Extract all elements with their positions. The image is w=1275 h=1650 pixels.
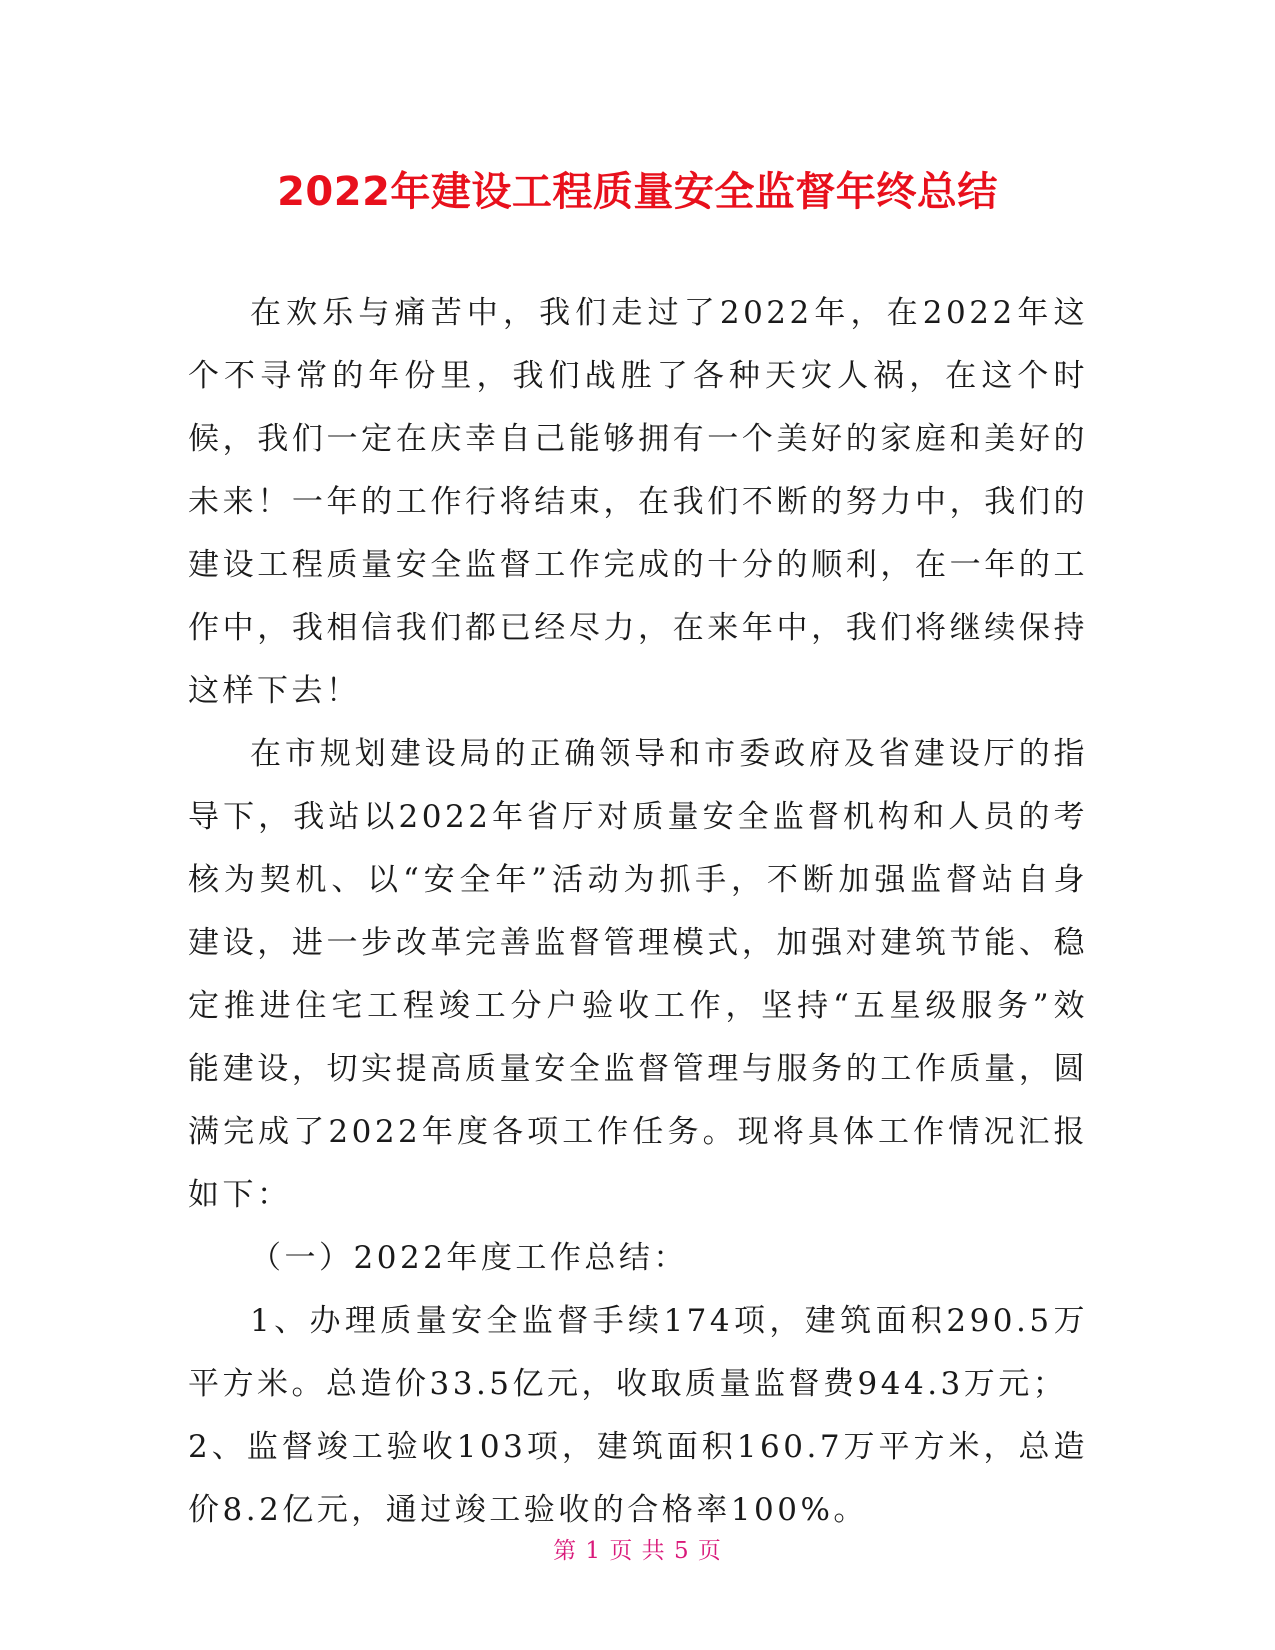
- section-heading: （一）2022年度工作总结：: [250, 1240, 688, 1276]
- paragraph-intro: 在欢乐与痛苦中，我们走过了2022年，在2022年这个不寻常的年份里，我们战胜了各种天灾人祸，在这个时候，我们一定在庆幸自己能够拥有一个美好的家庭和美好的未来！一年的工作行将结束，在我们不断的努力中，我们的建设工程质量安全监督工作完成的十分的顺利，在一年的工作中，我相信我们都已经尽力，在来年中，我们将继续保持这样下去！: [188, 295, 1088, 709]
- document-body: [188, 282, 1088, 1542]
- paragraph-overview: 在市规划建设局的正确领导和市委政府及省建设厅的指导下，我站以2022年省厅对质量安全监督机构和人员的考核为契机、以“安全年”活动为抓手，不断加强监督站自身建设，进一步改革完善监督管理模式，加强对建筑节能、稳定推进住宅工程竣工分户验收工作，坚持“五星级服务”效能建设，切实提高质量安全监督管理与服务的工作质量，圆满完成了2022年度各项工作任务。现将具体工作情况汇报如下：: [188, 736, 1088, 1213]
- list-item-2: 2、监督竣工验收103项，建筑面积160.7万平方米，总造价8.2亿元，通过竣工验收的合格率100%。: [188, 1429, 1088, 1528]
- list-item-1: 1、办理质量安全监督手续174项，建筑面积290.5万平方米。总造价33.5亿元，收取质量监督费944.3万元；: [188, 1303, 1088, 1402]
- document-title: 2022年建设工程质量安全监督年终总结: [277, 169, 998, 215]
- page-footer: 第 1 页 共 5 页: [553, 1538, 722, 1564]
